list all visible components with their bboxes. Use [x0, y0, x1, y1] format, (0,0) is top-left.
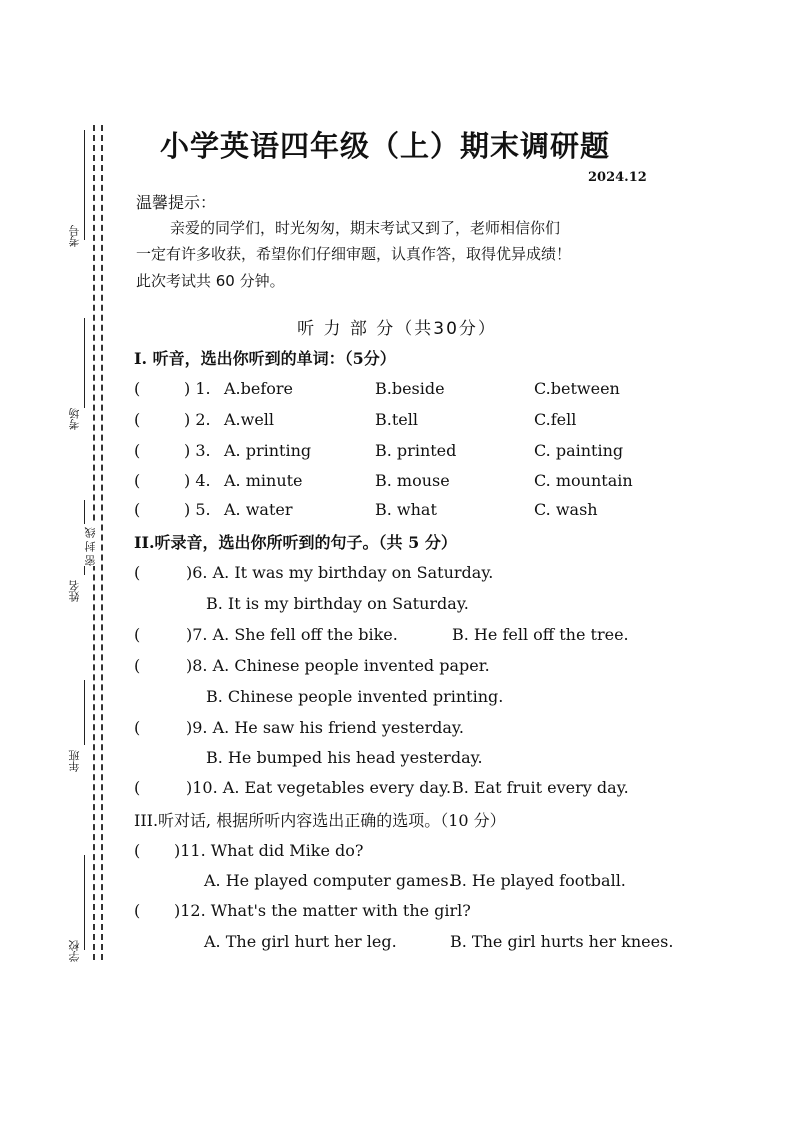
option-a: )6. A. It was my birthday on Saturday.: [186, 563, 494, 582]
question-row: [134, 656, 654, 680]
option-c: C.fell: [534, 410, 577, 429]
option-a: A. water: [224, 500, 293, 519]
answer-blank[interactable]: (: [134, 625, 141, 644]
margin-label: 考场: [68, 408, 81, 430]
margin-field-exam-number: [62, 130, 96, 280]
option-b: B. what: [375, 500, 437, 519]
question-row: [134, 841, 654, 865]
exam-title: 小学英语四年级（上）期末调研题: [159, 129, 610, 163]
option-a: A. printing: [224, 441, 312, 460]
margin-field-school: [62, 855, 96, 965]
answer-blank[interactable]: (: [134, 379, 141, 398]
question-row: [134, 625, 654, 649]
answer-blank[interactable]: (: [134, 656, 141, 675]
answer-blank[interactable]: (: [134, 410, 141, 429]
margin-label: 学校: [68, 940, 81, 962]
option-a: A. He played computer games.: [204, 871, 454, 890]
option-a: )8. A. Chinese people invented paper.: [186, 656, 490, 675]
margin-label: 姓名: [68, 580, 81, 602]
question-row: [134, 563, 654, 587]
option-b: B. printed: [375, 441, 457, 460]
answer-blank[interactable]: (: [134, 841, 141, 860]
option-c: C.between: [534, 379, 620, 398]
answer-blank[interactable]: (: [134, 718, 141, 737]
answer-blank[interactable]: (: [134, 441, 141, 460]
margin-label: 年班: [68, 750, 81, 772]
seal-dashed-line: [101, 125, 103, 960]
option-a: A.before: [224, 379, 294, 398]
tips-title: 温馨提示：: [136, 193, 217, 212]
seal-label: 密封线: [84, 524, 97, 566]
option-b: B. mouse: [375, 471, 450, 490]
option-b: B.beside: [375, 379, 445, 398]
answer-blank[interactable]: (: [134, 471, 141, 490]
tips-line: 一定有许多收获，希望你们仔细审题，认真作答，取得优异成绩！: [136, 245, 572, 263]
tips-line: 亲爱的同学们，时光匆匆，期末考试又到了，老师相信你们: [170, 219, 561, 237]
option-a: )9. A. He saw his friend yesterday.: [186, 718, 464, 737]
answer-blank[interactable]: (: [134, 778, 141, 797]
tips-line: 此次考试共 60 分钟。: [136, 272, 285, 290]
exam-date: 2024.12: [588, 170, 647, 185]
option-c: C. painting: [534, 441, 624, 460]
option-a: )10. A. Eat vegetables every day.: [186, 778, 452, 797]
option-b: B. He bumped his head yesterday.: [206, 748, 483, 767]
option-b: B. He fell off the tree.: [452, 625, 629, 644]
margin-label: 考号: [68, 225, 81, 247]
part2-title: II.听录音，选出你所听到的句子。（共 5 分）: [134, 533, 457, 552]
option-b: B. He played football.: [450, 871, 626, 890]
option-a: )7. A. She fell off the bike.: [186, 625, 398, 644]
question-row: [134, 778, 654, 802]
option-b: B. Eat fruit every day.: [452, 778, 629, 797]
question-text: )11. What did Mike do?: [174, 841, 364, 860]
question-text: )12. What's the matter with the girl?: [174, 901, 471, 920]
fill-line[interactable]: [84, 130, 85, 240]
option-b: B. The girl hurts her knees.: [450, 932, 674, 951]
option-c: C. mountain: [534, 471, 633, 490]
option-a: A. minute: [224, 471, 303, 490]
question-number: ) 1.: [184, 379, 211, 398]
part3-title: III.听对话, 根据所听内容选出正确的选项。（10 分）: [134, 811, 506, 830]
part1-title: I. 听音，选出你听到的单词：（5分）: [134, 349, 396, 368]
question-number: ) 3.: [184, 441, 211, 460]
section-title: 听 力 部 分（共30分）: [297, 319, 497, 339]
answer-blank[interactable]: (: [134, 563, 141, 582]
answer-blank[interactable]: (: [134, 901, 141, 920]
question-number: ) 5.: [184, 500, 211, 519]
answer-blank[interactable]: (: [134, 500, 141, 519]
question-number: ) 2.: [184, 410, 211, 429]
option-a: A.well: [224, 410, 275, 429]
margin-field-class: [62, 680, 96, 790]
fill-line[interactable]: [84, 855, 85, 950]
option-b: B.tell: [375, 410, 418, 429]
option-b: B. It is my birthday on Saturday.: [206, 594, 469, 613]
question-row: [134, 718, 654, 742]
question-number: ) 4.: [184, 471, 211, 490]
option-c: C. wash: [534, 500, 598, 519]
option-a: A. The girl hurt her leg.: [204, 932, 397, 951]
fill-line[interactable]: [84, 680, 85, 745]
option-b: B. Chinese people invented printing.: [206, 687, 504, 706]
question-row: [134, 901, 654, 925]
